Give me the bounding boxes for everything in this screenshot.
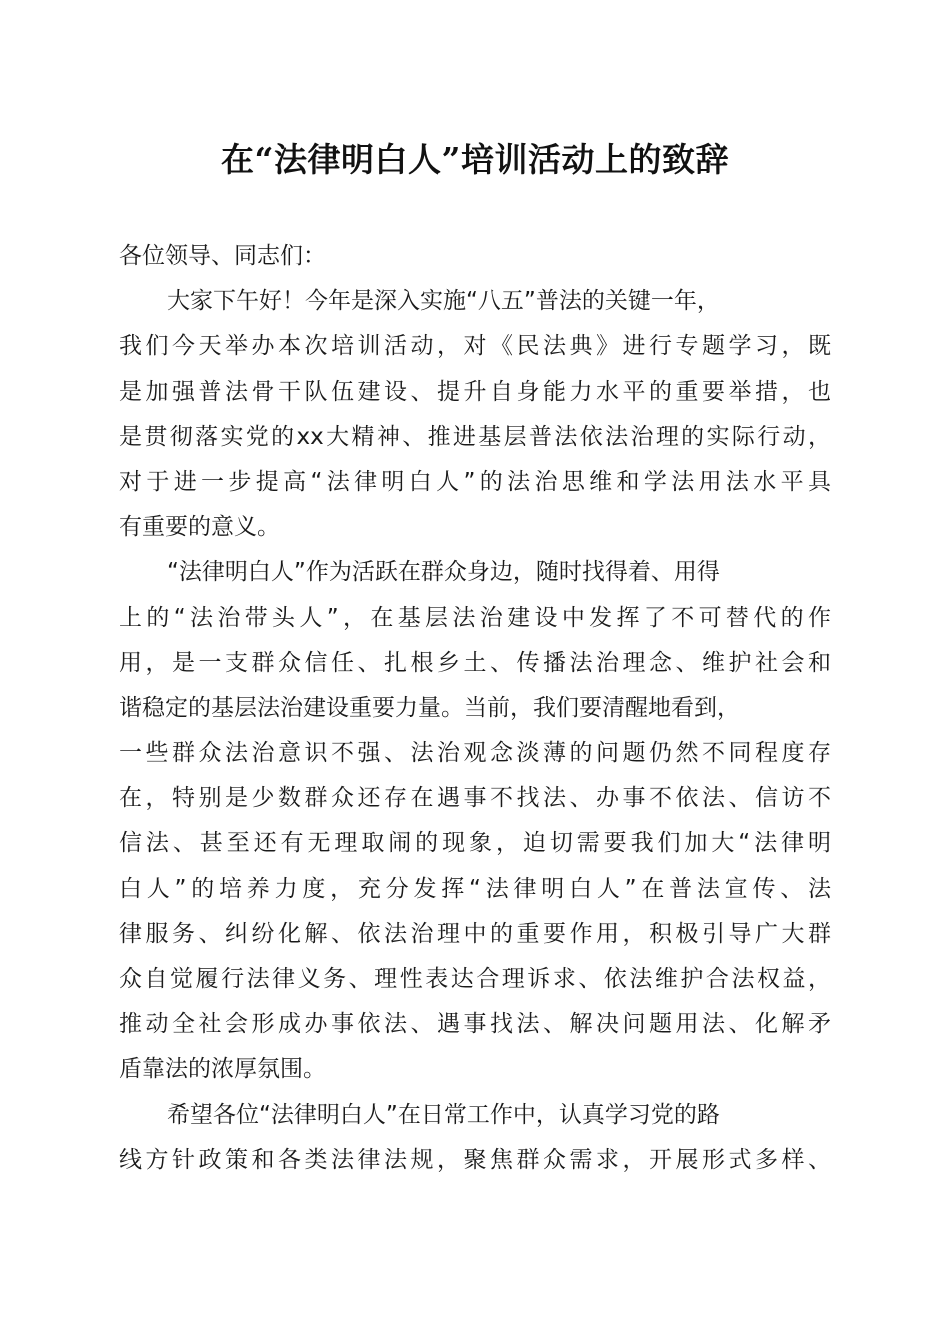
paragraph-2-line-8: 白人”的培养力度，充分发挥“法律明白人”在普法宣传、法: [119, 875, 831, 902]
paragraph-2-line-1: “法律明白人”作为活跃在群众身边，随时找得着、用得: [167, 559, 720, 586]
paragraph-3-line-1: 希望各位“法律明白人”在日常工作中，认真学习党的路: [167, 1101, 720, 1128]
paragraph-2-line-6: 在，特别是少数群众还存在遇事不找法、办事不依法、信访不: [119, 785, 831, 812]
paragraph-2-line-12: 盾靠法的浓厚氛围。: [119, 1056, 326, 1083]
paragraph-2-line-11: 推动全社会形成办事依法、遇事找法、解决问题用法、化解矛: [119, 1011, 831, 1038]
paragraph-2-line-2: 上的“法治带头人”，在基层法治建设中发挥了不可替代的作: [119, 604, 831, 631]
document-title: 在“法律明白人”培训活动上的致辞: [221, 140, 729, 179]
salutation: 各位领导、同志们：: [119, 243, 326, 269]
paragraph-2-line-9: 律服务、纠纷化解、依法治理中的重要作用，积极引导广大群: [119, 920, 831, 947]
paragraph-2-line-5: 一些群众法治意识不强、法治观念淡薄的问题仍然不同程度存: [119, 740, 831, 767]
document-body: [119, 234, 831, 1183]
paragraph-1-line-6: 有重要的意义。: [119, 514, 280, 541]
paragraph-2-line-7: 信法、甚至还有无理取闹的现象，迫切需要我们加大“法律明: [119, 830, 831, 857]
paragraph-1-line-4: 是贯彻落实党的xx大精神、推进基层普法依法治理的实际行动，: [119, 423, 831, 450]
paragraph-2-line-3: 用，是一支群众信任、扎根乡土、传播法治理念、维护社会和: [119, 649, 831, 676]
paragraph-2-line-4: 谐稳定的基层法治建设重要力量。当前，我们要清醒地看到，: [119, 694, 740, 721]
paragraph-2-line-10: 众自觉履行法律义务、理性表达合理诉求、依法维护合法权益，: [119, 966, 831, 992]
paragraph-1-line-2: 我们今天举办本次培训活动，对《民法典》进行专题学习，既: [119, 333, 831, 360]
paragraph-1-line-1: 大家下午好！今年是深入实施“八五”普法的关键一年，: [167, 288, 720, 315]
paragraph-3-line-2: 线方针政策和各类法律法规，聚焦群众需求，开展形式多样、: [119, 1146, 831, 1173]
paragraph-1-line-3: 是加强普法骨干队伍建设、提升自身能力水平的重要举措，也: [119, 378, 831, 405]
paragraph-1-line-5: 对于进一步提高“法律明白人”的法治思维和学法用法水平具: [119, 468, 831, 495]
